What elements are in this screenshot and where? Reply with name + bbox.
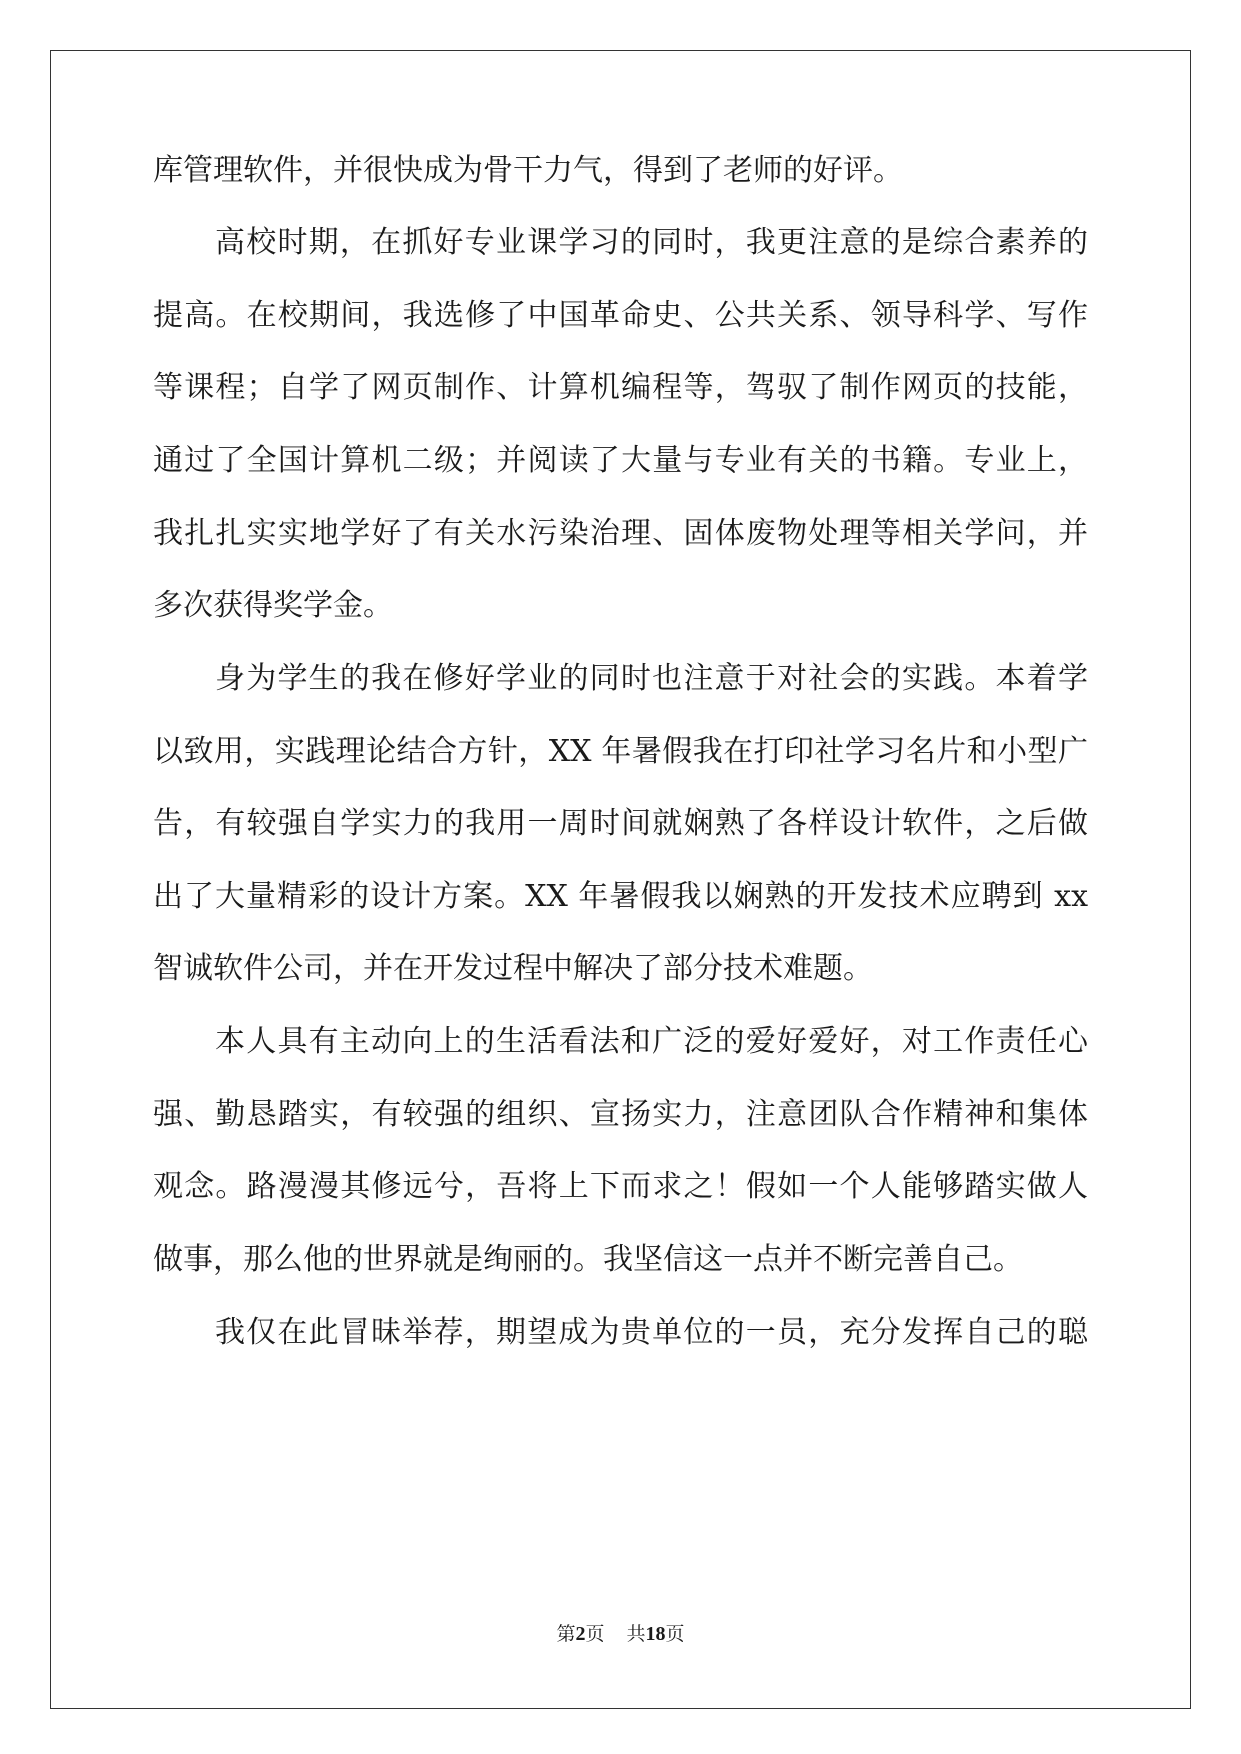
text-line: 多次获得奖学金。 <box>153 588 393 623</box>
text-line: 高校时期，在抓好专业课学习的同时，我更注意的是综合素养的 <box>215 225 1088 260</box>
text-line: 做事，那么他的世界就是绚丽的。我坚信这一点并不断完善自己。 <box>153 1242 1023 1277</box>
text-line: 告，有较强自学实力的我用一周时间就娴熟了各样设计软件，之后做 <box>153 806 1088 841</box>
total-pages-indicator: 共18页 <box>626 1623 685 1645</box>
text-line: 本人具有主动向上的生活看法和广泛的爱好爱好，对工作责任心 <box>215 1024 1088 1059</box>
text-line: 出了大量精彩的设计方案。XX 年暑假我以娴熟的开发技术应聘到 xx <box>153 879 1088 914</box>
text-line: 强、勤恳踏实，有较强的组织、宣扬实力，注意团队合作精神和集体 <box>153 1097 1088 1132</box>
page-footer <box>0 1619 1241 1646</box>
text-line: 观念。路漫漫其修远兮，吾将上下而求之！假如一个人能够踏实做人 <box>153 1169 1088 1204</box>
text-line: 以致用，实践理论结合方针，XX 年暑假我在打印社学习名片和小型广 <box>153 734 1088 769</box>
page-number: 2 <box>575 1623 586 1645</box>
text-line: 库管理软件，并很快成为骨干力气，得到了老师的好评。 <box>153 153 903 188</box>
text-line: 通过了全国计算机二级；并阅读了大量与专业有关的书籍。专业上， <box>153 443 1088 478</box>
text-line: 身为学生的我在修好学业的同时也注意于对社会的实践。本着学 <box>215 661 1088 696</box>
total-pages: 18 <box>645 1623 666 1645</box>
text-line: 我仅在此冒昧举荐，期望成为贵单位的一员，充分发挥自己的聪 <box>215 1315 1088 1350</box>
text-line: 我扎扎实实地学好了有关水污染治理、固体废物处理等相关学问，并 <box>153 516 1088 551</box>
text-line: 等课程；自学了网页制作、计算机编程等，驾驭了制作网页的技能， <box>153 370 1088 405</box>
page-indicator: 第2页 <box>556 1623 605 1645</box>
text-line: 智诚软件公司，并在开发过程中解决了部分技术难题。 <box>153 951 873 986</box>
text-line: 提高。在校期间，我选修了中国革命史、公共关系、领导科学、写作 <box>153 298 1088 333</box>
